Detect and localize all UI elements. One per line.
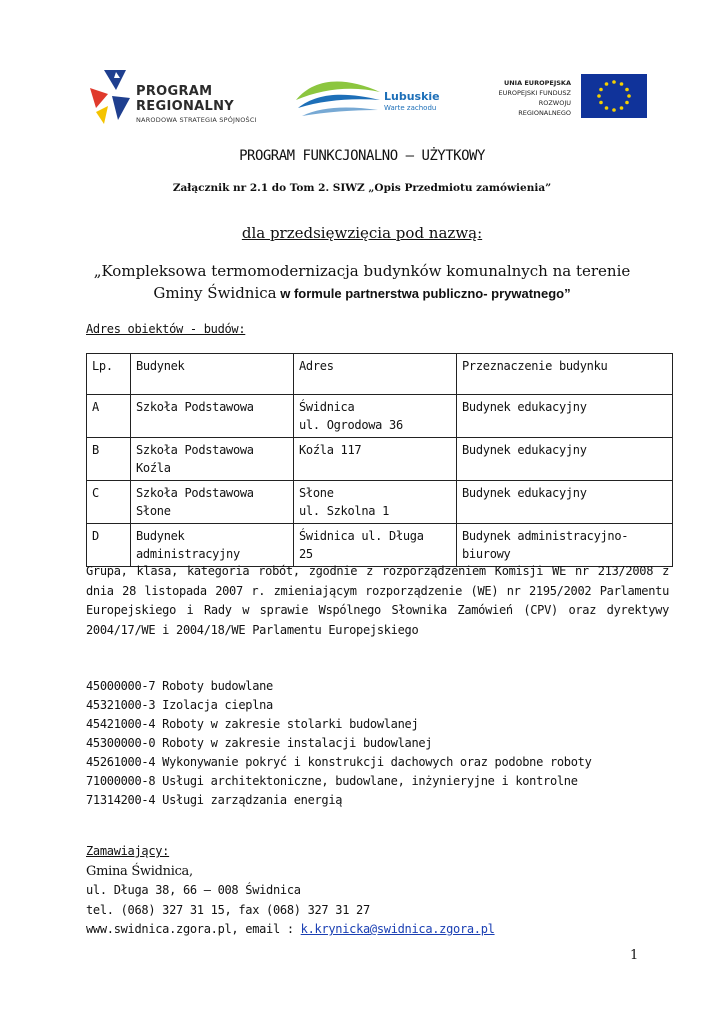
lubuskie-name: Lubuskie (384, 90, 440, 103)
program-regionalny-emblem-icon (86, 68, 134, 126)
building-line: Budynek (136, 529, 185, 543)
header-purpose: Przeznaczenie budynku (457, 354, 673, 395)
table-row (87, 524, 673, 567)
address-line: Słone (299, 486, 334, 500)
program-logo-sub: NARODOWA STRATEGIA SPÓJNOŚCI (136, 116, 257, 124)
program-regionalny-logo (86, 68, 276, 128)
buyer-web: www.swidnica.zgora.pl, email : (86, 922, 301, 936)
cell-purpose: Budynek edukacyjny (457, 395, 673, 438)
eu-logo-line1: UNIA EUROPEJSKA (503, 79, 571, 87)
address-line: Świdnica ul. Długa (299, 529, 424, 543)
cpv-item: 71314200-4 Usługi zarządzania energią (86, 793, 343, 807)
lubuskie-wave-icon (294, 70, 384, 120)
cpv-item: 45421000-4 Roboty w zakresie stolarki budowlanej (86, 717, 419, 731)
cell-building: Szkoła Podstawowa (131, 395, 294, 438)
cell-purpose (457, 524, 673, 567)
cell-purpose: Budynek edukacyjny (457, 481, 673, 524)
cpv-item: 45321000-3 Izolacja cieplna (86, 698, 273, 712)
cell-lp: A (87, 395, 131, 438)
cell-lp: C (87, 481, 131, 524)
for-project-heading: dla przedsięwzięcia pod nazwą: (241, 224, 483, 242)
address-line: Świdnica (299, 400, 355, 414)
buyer-block (86, 842, 686, 940)
header-lp: Lp. (87, 354, 131, 395)
cpv-item: 71000000-8 Usługi architektoniczne, budowlane, inżynieryjne i kontrolne (86, 774, 578, 788)
building-line: Słone (136, 504, 171, 518)
cell-address (294, 481, 457, 524)
building-line: Koźla (136, 461, 171, 475)
cell-purpose: Budynek edukacyjny (457, 438, 673, 481)
cpv-item: 45300000-0 Roboty w zakresie instalacji budowlanej (86, 736, 433, 750)
lubuskie-logo (294, 70, 474, 126)
document-title: PROGRAM FUNKCJONALNO – UŻYTKOWY (239, 148, 485, 164)
cell-lp: D (87, 524, 131, 567)
cell-lp: B (87, 438, 131, 481)
buyer-label: Zamawiający: (86, 844, 170, 858)
project-name-suffix: w formule partnerstwa publiczno- prywatnego” (276, 286, 571, 301)
program-logo-line2: REGIONALNY (136, 99, 234, 114)
table-row (87, 395, 673, 438)
address-line: 25 (299, 547, 313, 561)
annex-reference: Załącznik nr 2.1 do Tom 2. SIWZ „Opis Przedmiotu zamówienia” (172, 182, 552, 194)
purpose-line: Budynek administracyjno- (462, 529, 629, 543)
addresses-label: Adres obiektów - budów: (86, 322, 246, 336)
cell-building (131, 438, 294, 481)
cell-building (131, 524, 294, 567)
cpv-intro-paragraph: Grupa, klasa, kategoria robót, zgodnie z rozporządzeniem Komisji WE nr 213/2008 z dnia 28 listopada 2007 r. zmieniającym rozporządzenie (WE) nr 2195/2002 Parlamentu Europejskiego i Rady w sprawie Wspólnego Słownika Zamówień (CPV) oraz dyrektywy 2004/17/WE i 2004/18/WE Parlamentu Europejskiego (86, 564, 669, 637)
cell-address (294, 524, 457, 567)
building-line: Szkoła Podstawowa (136, 486, 254, 500)
address-line: ul. Szkolna 1 (299, 504, 390, 518)
project-name (0, 260, 724, 305)
table-row (87, 438, 673, 481)
cell-address (294, 395, 457, 438)
cell-building (131, 481, 294, 524)
buyer-address: ul. Długa 38, 66 – 008 Świdnica (86, 883, 301, 897)
cpv-item: 45000000-7 Roboty budowlane (86, 679, 273, 693)
table-row (87, 481, 673, 524)
eu-logo-line3: ROZWOJU REGIONALNEGO (518, 99, 571, 117)
building-line: administracyjny (136, 547, 240, 561)
buyer-email-link[interactable]: k.krynicka@swidnica.zgora.pl (300, 922, 495, 936)
program-logo-line1: PROGRAM (136, 84, 213, 99)
purpose-line: biurowy (462, 547, 511, 561)
header-address: Adres (294, 354, 457, 395)
eu-flag-icon (581, 74, 647, 118)
cell-address: Koźla 117 (294, 438, 457, 481)
project-name-line2: Gminy Świdnica (153, 284, 277, 302)
project-name-line1: „Kompleksowa termomodernizacja budynków komunalnych na terenie (93, 262, 631, 280)
buyer-phone: tel. (068) 327 31 15, fax (068) 327 31 27 (86, 902, 370, 917)
building-line: Szkoła Podstawowa (136, 443, 254, 457)
eu-logo (491, 70, 651, 126)
buildings-table (86, 353, 673, 567)
header-building: Budynek (131, 354, 294, 395)
lubuskie-motto: Warte zachodu (384, 104, 437, 112)
page-number: 1 (630, 948, 639, 963)
eu-logo-line2: EUROPEJSKI FUNDUSZ (498, 89, 571, 97)
cpv-code-list (86, 677, 686, 810)
address-line: ul. Ogrodowa 36 (299, 418, 403, 432)
header-logos (86, 62, 646, 132)
table-header-row (87, 354, 673, 395)
cpv-item: 45261000-4 Wykonywanie pokryć i konstrukcji dachowych oraz podobne roboty (86, 755, 592, 769)
buyer-name: Gmina Świdnica, (86, 863, 193, 879)
